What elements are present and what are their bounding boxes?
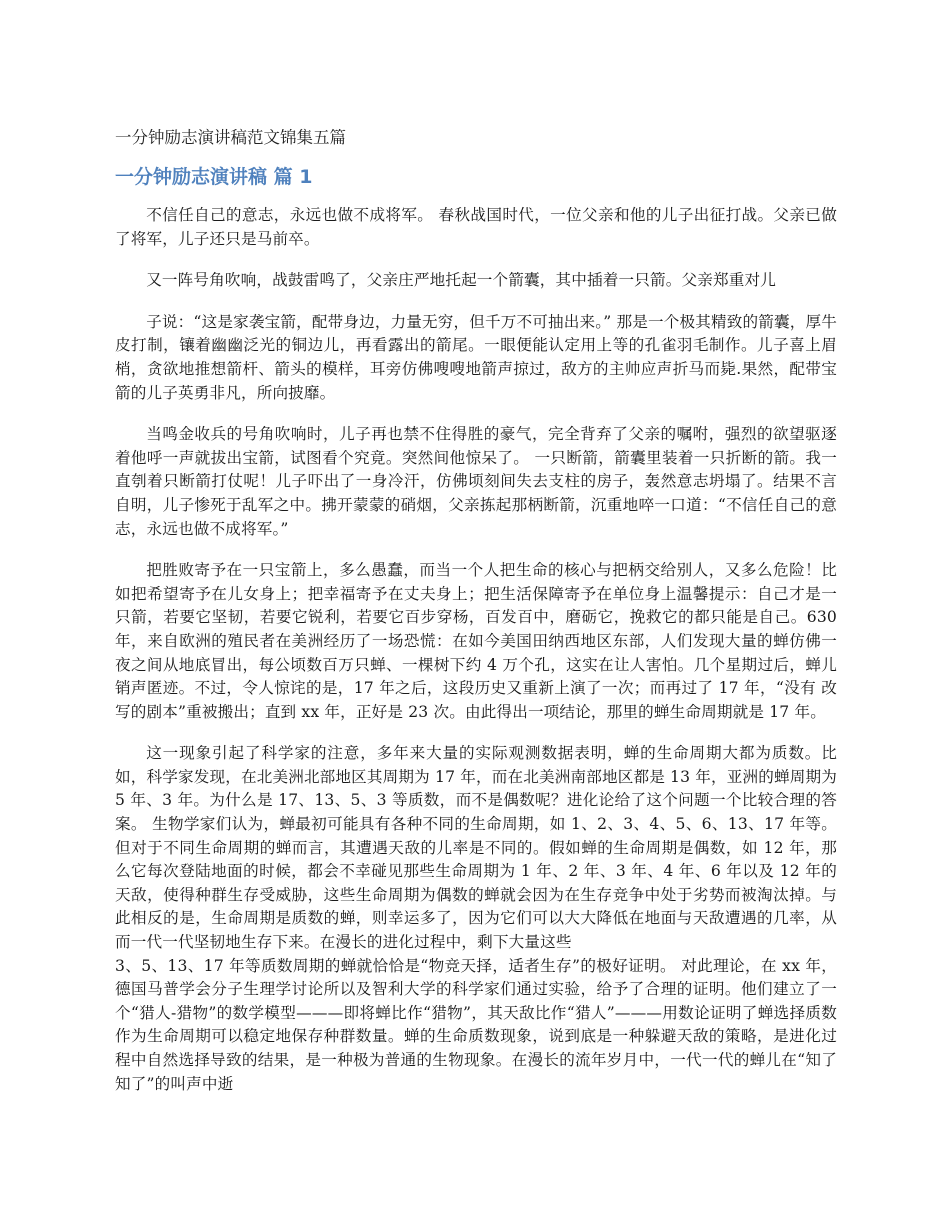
section-heading: 一分钟励志演讲稿 篇 1 [115,166,313,188]
paragraph: 不信任自己的意志，永远也做不成将军。 春秋战国时代，一位父亲和他的儿子出征打战。父亲已做了将军，儿子还只是马前卒。 [115,206,837,248]
paragraph: 又一阵号角吹响，战鼓雷鸣了，父亲庄严地托起一个箭囊，其中插着一只箭。父亲郑重对儿 [146,271,776,290]
paragraph: 把胜败寄予在一只宝箭上，多么愚蠢，而当一个人把生命的核心与把柄交给别人，又多么危险！比如把希望寄予在儿女身上；把幸福寄予在丈夫身上；把生活保障寄予在单位身上温馨提示：自己才是一只箭，若要它坚韧，若要它锐利，若要它百步穿杨，百发百中，磨砺它，挽救它的都只能是自己。630 年，来自欧洲的殖民者在美洲经历了一场恐慌：在如今美国田纳西地区东部，人们发现大量的蝉仿佛一夜之间从地底冒出，每公顷数百万只蝉、一棵树下约 4 万个孔，这实在让人害怕。几个星期过后，蝉儿销声匿迹。不过，令人惊诧的是，17 年之后，这段历史又重新上演了一次；而再过了 17 年，“没有 改写的剧本”重被搬出；直到 xx 年，正好是 23 次。由此得出一项结论，那里的蝉生命周期就是 17 年。 [115,561,838,721]
paragraph: 这一现象引起了科学家的注意，多年来大量的实际观测数据表明，蝉的生命周期大都为质数。比如，科学家发现，在北美洲北部地区其周期为 17 年，而在北美洲南部地区都是 13 年，亚洲的蝉周期为 5 年、3 年。为什么是 17、13、5、3 等质数，而不是偶数呢？进化论给了这个问题一个比较合理的答案。 生物学家们认为，蝉最初可能具有各种不同的生命周期，如 1、2、3、4、5、6、13、17 年等。但对于不同生命周期的蝉而言，其遭遇天敌的儿率是不同的。假如蝉的生命周期是偶数，如 12 年，那么它每次登陆地面的时候，都会不幸碰见那些生命周期为 1 年、2 年、3 年、4 年、6 年以及 12 年的天敌，使得种群生存受威胁，这些生命周期为偶数的蝉就会因为在生存竞争中处于劣势而被淘汰掉。与此相反的是，生命周期是质数的蝉，则幸运多了，因为它们可以大大降低在地面与天敌遭遇的几率，从而一代一代坚韧地生存下来。在漫长的进化过程中，剩下大量这些 [115,744,837,952]
document-title: 一分钟励志演讲稿范文锦集五篇 [115,128,346,147]
paragraph: 当鸣金收兵的号角吹响时，儿子再也禁不住得胜的豪气，完全背弃了父亲的嘱咐，强烈的欲望驱逐着他呼一声就拔出宝箭，试图看个究竟。突然间他惊呆了。 一只断箭，箭囊里装着一只折断的箭。我一直刳着只断箭打仗呢！儿子吓出了一身冷汗，仿佛顷刻间失去支柱的房子，轰然意志坍塌了。结果不言自明，儿子惨死于乱军之中。拂开蒙蒙的硝烟，父亲拣起那柄断箭，沉重地啐一口道：“不信任自己的意志，永远也做不成将军。” [115,425,837,538]
document-body [115,204,837,1114]
paragraph: 3、5、13、17 年等质数周期的蝉就恰恰是“物竞天择，适者生存”的极好证明。 对此理论，在 xx 年，德国马普学会分子生理学讨论所以及智利大学的科学家们通过实验，给予了合理的证明。他们建立了一个“猎人-猎物”的数学模型———即将蝉比作“猎物”，其天敌比作“猎人”———用数论证明了蝉选择质数作为生命周期可以稳定地保存种群数量。蝉的生命质数现象，说到底是一种躲避天敌的策略，是进化过程中自然选择导致的结果，是一种极为普通的生物现象。在漫长的流年岁月中，一代一代的蝉儿在“知了知了”的叫声中逝 [115,956,837,1093]
paragraph: 子说：“这是家袭宝箭，配带身边，力量无穷，但千万不可抽出来。” 那是一个极其精致的箭囊，厚牛皮打制，镶着幽幽泛光的铜边儿，再看露出的箭尾。一眼便能认定用上等的孔雀羽毛制作。儿子喜上眉梢，贪欲地推想箭杆、箭头的模样，耳旁仿佛嗖嗖地箭声掠过，敌方的主帅应声折马而毙.果然，配带宝箭的儿子英勇非凡，所向披靡。 [115,312,837,402]
